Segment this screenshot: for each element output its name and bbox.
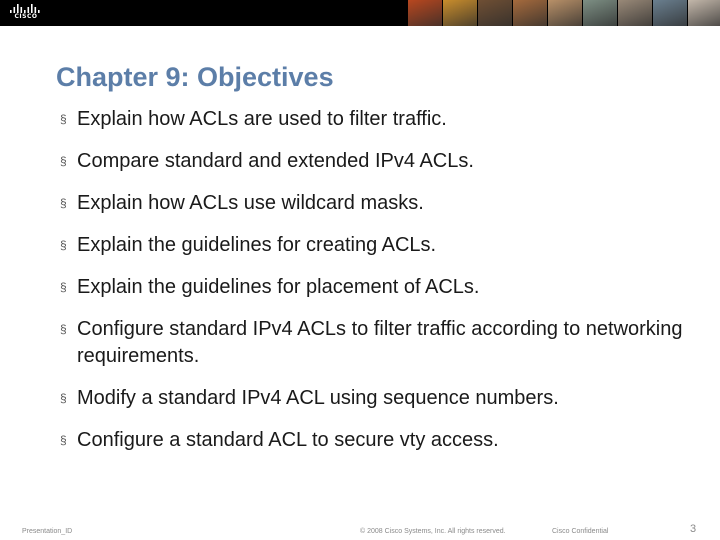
person-photo-icon <box>688 0 720 26</box>
objective-text: Configure standard IPv4 ACLs to filter traffic according to networking requirements. <box>77 318 683 367</box>
objective-item <box>60 148 700 175</box>
objective-item <box>60 385 700 412</box>
person-photo-icon <box>583 0 617 26</box>
header-photo-strip <box>408 0 720 26</box>
person-photo-icon <box>513 0 547 26</box>
person-photo-icon <box>478 0 512 26</box>
slide-title: Chapter 9: Objectives <box>56 62 334 92</box>
objective-text: Explain how ACLs use wildcard masks. <box>77 192 424 214</box>
bullet-marker-icon: § <box>60 391 67 405</box>
bullet-marker-icon: § <box>60 196 67 210</box>
objective-text: Modify a standard IPv4 ACL using sequence numbers. <box>77 387 559 409</box>
footer-confidential: Cisco Confidential <box>552 528 609 535</box>
objective-text: Explain how ACLs are used to filter traffic. <box>77 108 447 130</box>
header-bar <box>0 0 720 26</box>
objective-text: Explain the guidelines for placement of ACLs. <box>77 276 480 298</box>
footer-presentation-id: Presentation_ID <box>22 528 73 535</box>
bullet-marker-icon: § <box>60 433 67 447</box>
objective-text: Explain the guidelines for creating ACLs. <box>77 234 437 256</box>
bullet-marker-icon: § <box>60 112 67 126</box>
objective-item <box>60 427 700 454</box>
objective-item <box>60 106 700 133</box>
person-photo-icon <box>653 0 687 26</box>
logo-wordmark: CISCO <box>14 13 38 20</box>
bullet-marker-icon: § <box>60 280 67 294</box>
objectives-list <box>60 106 700 469</box>
footer-copyright: © 2008 Cisco Systems, Inc. All rights reserved. <box>360 528 506 535</box>
objective-item <box>60 232 700 259</box>
objective-item <box>60 274 700 301</box>
objective-text: Compare standard and extended IPv4 ACLs. <box>77 150 474 172</box>
objective-item <box>60 190 700 217</box>
page-number: 3 <box>690 523 697 535</box>
person-photo-icon <box>618 0 652 26</box>
bullet-marker-icon: § <box>60 154 67 168</box>
person-photo-icon <box>443 0 477 26</box>
photo-collage-icon <box>408 0 442 26</box>
objective-item <box>60 316 700 370</box>
objective-text: Configure a standard ACL to secure vty access. <box>77 429 499 451</box>
bullet-marker-icon: § <box>60 322 67 336</box>
bullet-marker-icon: § <box>60 238 67 252</box>
person-photo-icon <box>548 0 582 26</box>
